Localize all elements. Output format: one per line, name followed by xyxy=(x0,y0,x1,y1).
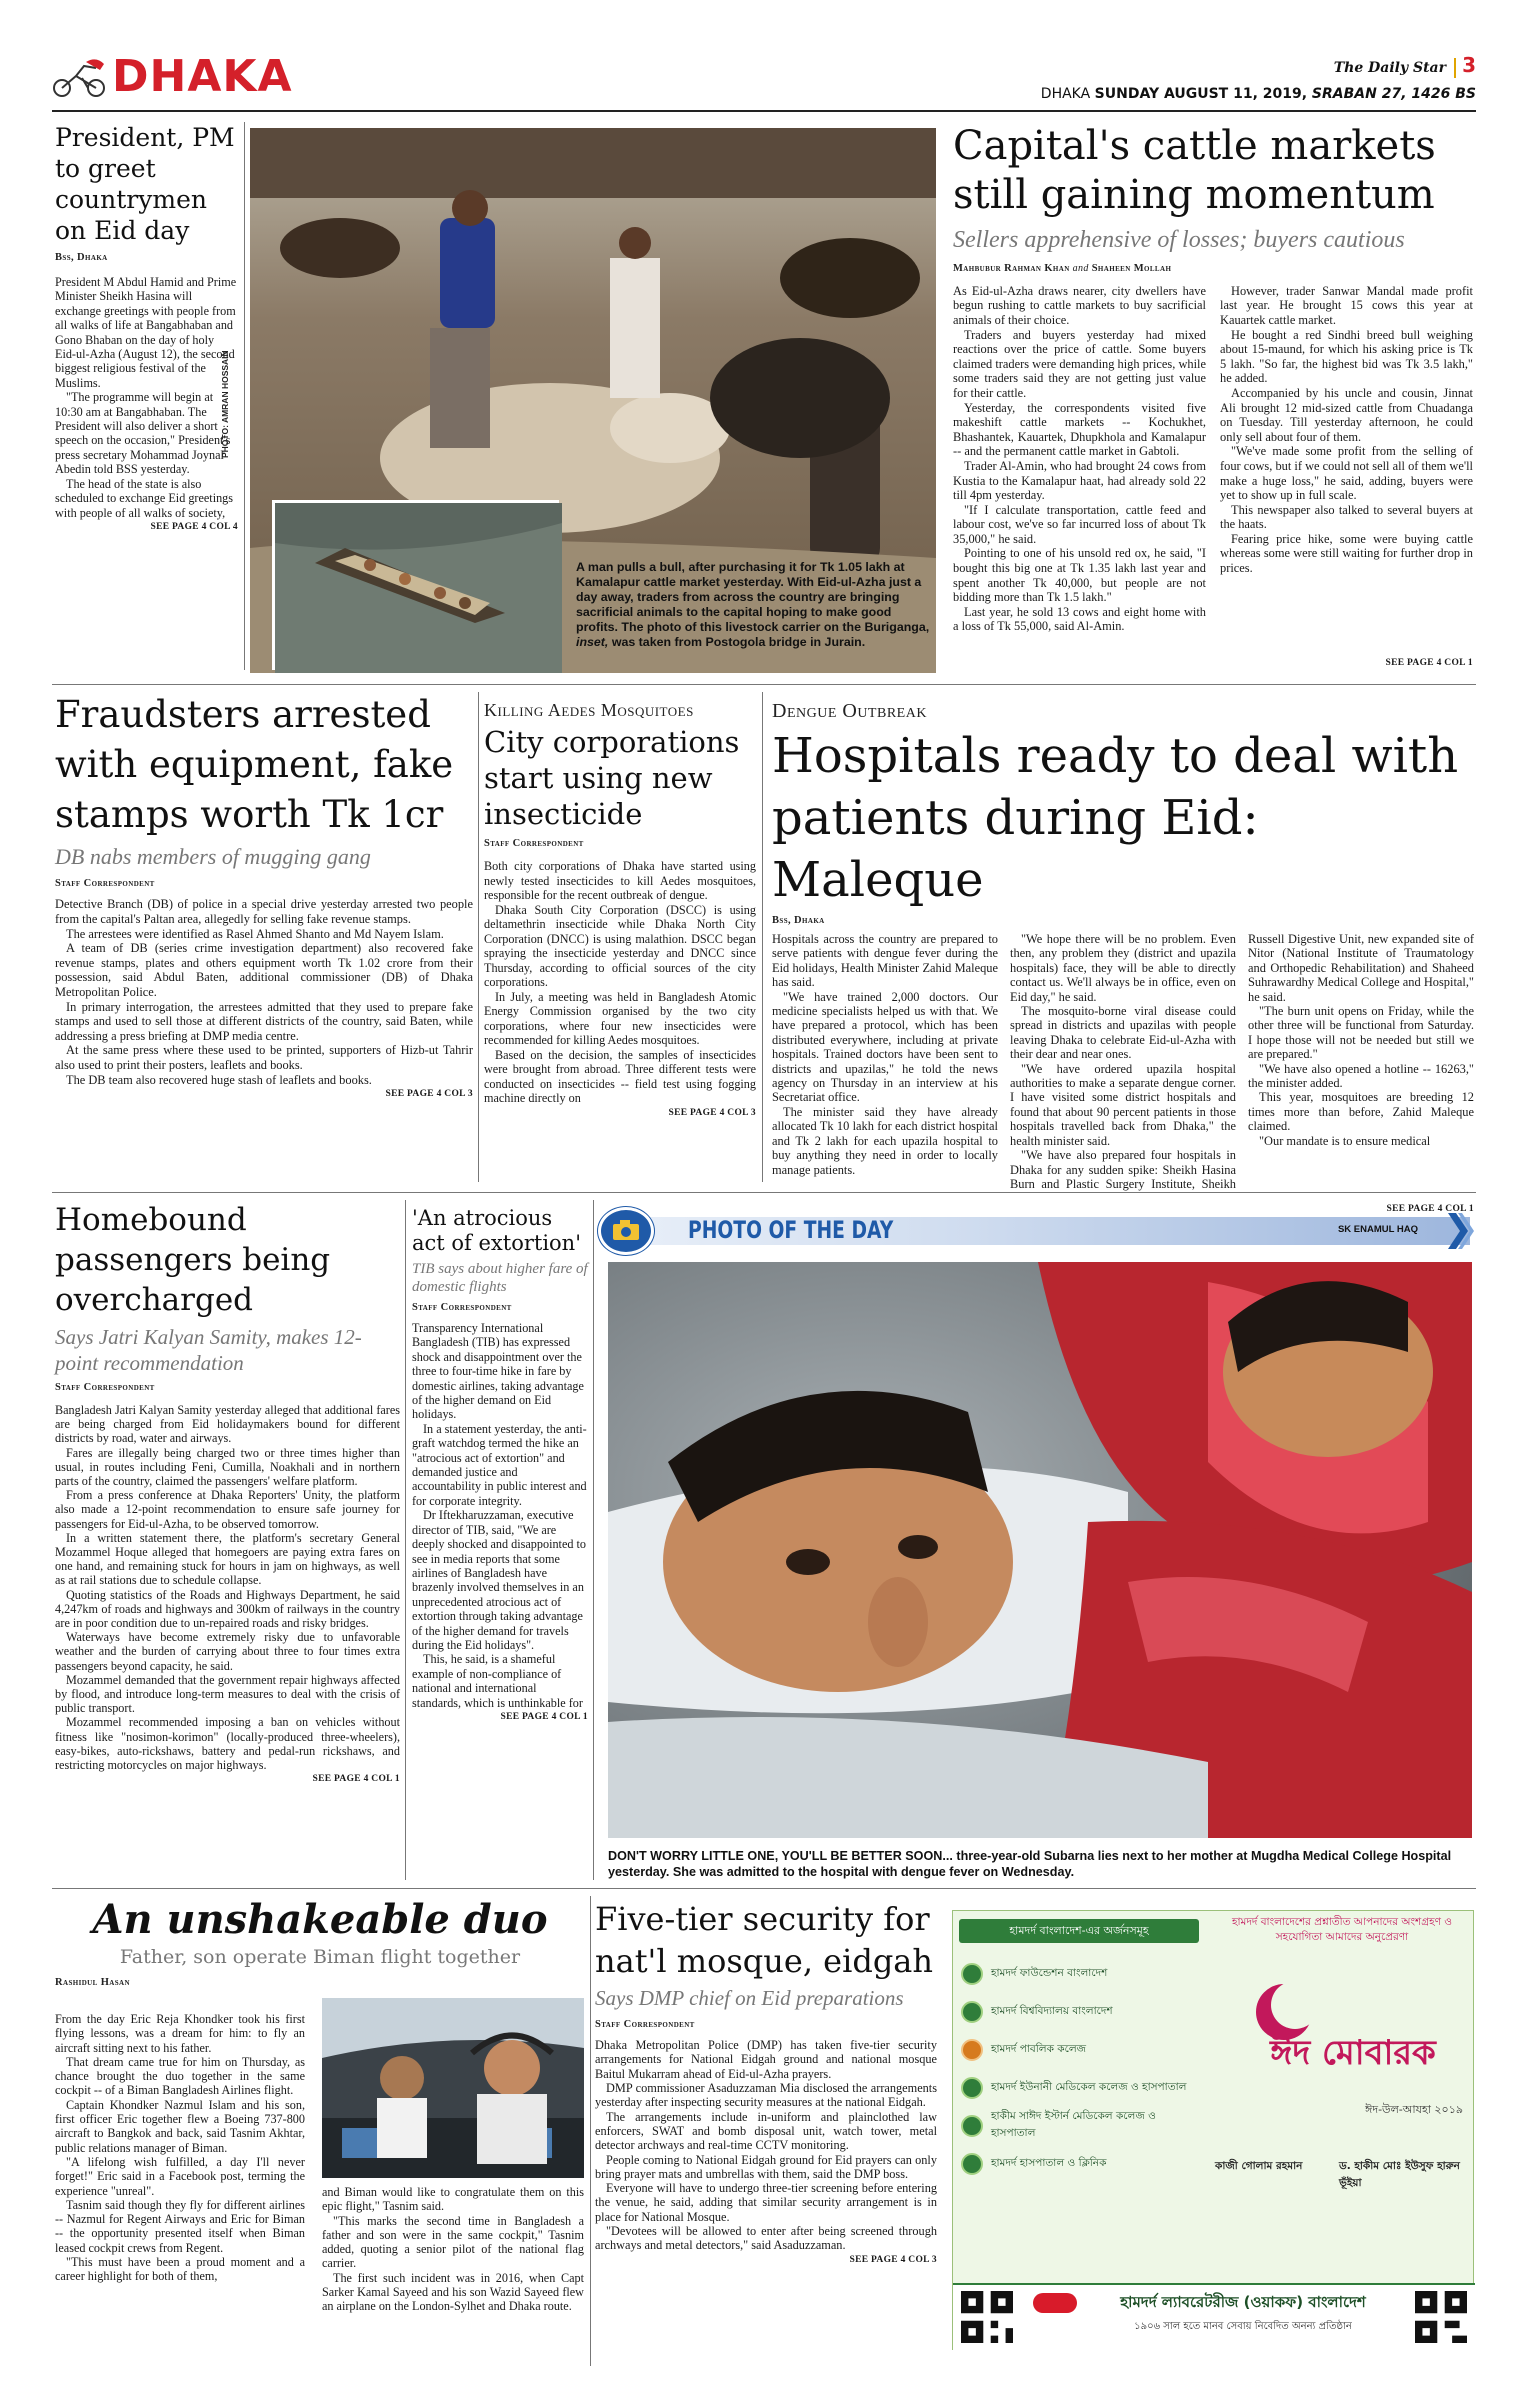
headline[interactable]: Homebound passengers being overcharged xyxy=(55,1202,331,1318)
deck: DB nabs members of mugging gang xyxy=(55,844,371,869)
masthead xyxy=(52,52,1476,108)
chevron-right-icon xyxy=(1444,1211,1474,1251)
column-rule xyxy=(405,1200,406,1880)
pilots-cockpit-photo[interactable] xyxy=(322,1998,584,2178)
paragraph: "A lifelong wish fulfilled, a day I'll never forget!" Eric said in a Facebook post, terming the experience "unreal". xyxy=(55,2154,305,2198)
ad-logo-icon xyxy=(961,1963,983,1985)
section-title: DHAKA xyxy=(112,51,293,102)
paragraph: People coming to National Eidgah ground for Eid prayers can only bring prayer mats and umbrellas with them, said the DMP boss. xyxy=(595,2152,937,2181)
headline[interactable]: City corporations start using new insecticide xyxy=(484,725,740,831)
paragraph: That dream came true for him on Thursday, as chance brought the duo together in the same cockpit -- of a Biman Bangladesh Airlines flight. xyxy=(55,2054,305,2098)
paragraph: This year, mosquitoes are breeding 12 times more than before, Zahid Maleque claimed. xyxy=(1248,1090,1474,1134)
paragraph: Transparency International Bangladesh (TIB) has expressed shock and disappointment over the three to four-time hike in fare by domestic airlines, taking advantage of the higher demand on Eid holidays. xyxy=(412,1321,584,1422)
deck: Father, son operate Biman flight together xyxy=(119,1946,521,1968)
paragraph: Dhaka South City Corporation (DSCC) is using deltamethrin insecticide while Dhaka North City Corporation (DNCC) is using malathion. DSCC began spraying the insecticide yesterday and DNCC since Thursday, according to official sources of the city corporations. xyxy=(484,902,756,989)
paragraph: From a press conference at Dhaka Reporters' Unity, the platform also made a 12-point recommendation to ensure safe journey for passengers for Eid-ul-Azha, to be observed tomorrow. xyxy=(55,1488,400,1531)
photo-of-the-day-banner xyxy=(598,1207,1474,1255)
masthead-divider xyxy=(1454,58,1456,78)
biman-story xyxy=(55,1896,585,1988)
paragraph: Mozammel recommended imposing a ban on vehicles without fitness like "nosimon-korimon" (locally-produced three-wheelers), easy-bikes, auto-rickshaws, battery and pedal-run rickshaws, and restricting motorcycles on major highways. xyxy=(55,1715,400,1773)
page-number: 3 xyxy=(1462,53,1476,77)
story-body xyxy=(55,1403,400,1772)
boat-photo-illustration xyxy=(275,503,562,673)
paragraph: In a statement yesterday, the anti-graft watchdog termed the hike an "atrocious act of extortion" and demanded justice and accountability in public interest and for corporate integrity. xyxy=(412,1421,587,1508)
ad-logo-icon xyxy=(961,2115,983,2137)
dengue-child-photo[interactable] xyxy=(608,1262,1472,1838)
ad-greeting-sub: ঈদ-উল-আযহা ২০১৯ xyxy=(1365,2103,1463,2116)
ad-logo-icon xyxy=(961,2001,983,2023)
cattle-photo-caption: A man pulls a bull, after purchasing it for Tk 1.05 lakh at Kamalapur cattle market yesterday. With Eid-ul-Azha just a day away, traders from across the country are bringing sacrificial animals to the capital hoping to make good profits. The photo of this livestock carrier on the Buriganga, inset, was taken from Postogola bridge in Jurain. xyxy=(576,560,930,649)
ad-item-list xyxy=(961,1955,1201,2183)
byline: Bss, Dhaka xyxy=(55,252,108,263)
paragraph: "We hope there will be no problem. Even then, any problem they (district and upazila hospitals) face, they will be able to directly contact us. We'll always be in office, even on Eid day," he said. xyxy=(1010,932,1236,1004)
ad-left-header: হামদর্দ বাংলাদেশ-এর অর্জনসমূহ xyxy=(959,1919,1199,1943)
ad-logo-icon xyxy=(961,2153,983,2175)
paragraph: "The burn unit opens on Friday, while the other three will be functional from Saturday. I hope those will not be needed but still we are prepared." xyxy=(1248,1004,1474,1062)
paragraph: Fares are illegally being charged two or three times higher than usual, in routes including Feni, Cumilla, Noakhali and in northern parts of the country, claimed the passengers' welfare platform. xyxy=(55,1445,400,1489)
byline: Staff Correspondent xyxy=(484,838,584,849)
column-rule xyxy=(593,1200,594,1880)
cattle-market-story xyxy=(953,122,1473,668)
deck: Says Jatri Kalyan Samity, makes 12-point recommendation xyxy=(55,1325,362,1375)
paragraph: Detective Branch (DB) of police in a special drive yesterday arrested two people from the capital's Paltan area, allegedly for selling fake revenue stamps. xyxy=(55,897,473,926)
headline[interactable]: Five-tier security for nat'l mosque, eidgah xyxy=(595,1900,933,1980)
section-rule xyxy=(52,1192,1476,1193)
ad-item: হামদর্দ বিশ্ববিদ্যালয় বাংলাদেশ xyxy=(961,1993,1201,2031)
paragraph: Pointing to one of his unsold red ox, he said, "I bought this big one at Tk 1.35 lakh last year and spent another Tk 40,000, but people are not bidding more than Tk 1.5 lakh." xyxy=(953,546,1206,605)
kicker: Killing Aedes Mosquitoes xyxy=(484,700,694,720)
ad-footer-title: হামদর্দ ল্যাবরেটরীজ (ওয়াকফ) বাংলাদেশ xyxy=(1120,2293,1366,2311)
paragraph: The arrestees were identified as Rasel Ahmed Shanto and Md Nayem Islam. xyxy=(66,926,444,941)
paragraph: A team of DB (series crime investigation department) also recovered fake revenue stamps, plates and others equipment worth Tk 1.02 crore from their possession, said Abdul Baten, additional commissioner (DB) of Dhaka Metropolitan Police. xyxy=(55,941,473,999)
ad-signer-right: ড. হাকীম মোঃ ইউসুফ হারুন ভূঁইয়া xyxy=(1339,2160,1460,2189)
byline: Mahbubur Rahman Khan and Shaheen Mollah xyxy=(953,262,1172,274)
paragraph: However, trader Sanwar Mandal made profit last year. He brought 15 cows this year at Kauartek cattle market. xyxy=(1220,283,1473,327)
paragraph: The minister said they have already allocated Tk 10 lakh for each district hospital and Tk 2 lakh for each upazila hospital to buy anything they need in order to locally manage patients. xyxy=(772,1104,998,1177)
paragraph: "This must have been a proud moment and a career highlight for both of them, xyxy=(55,2255,305,2284)
paragraph: "We have trained 2,000 doctors. Our medicine specialists helped us with that. We have prepared a protocol, which has been distributed everywhere, including at private hospitals. Trained doctors have been sent to districts and upazilas," he told the news agency on Thursday in an interview at his Secretariat office. xyxy=(772,989,998,1105)
byline: Staff Correspondent xyxy=(55,1382,155,1393)
paragraph: In primary interrogation, the arrestees admitted that they used to prepare fake stamps and used to sell those at different districts of the country, said Baten, while addressing a press briefing at DMP media centre. xyxy=(55,999,473,1043)
biman-story-body-left xyxy=(55,2012,305,2284)
newspaper-logo: The Daily Star xyxy=(1333,60,1446,76)
paragraph: Both city corporations of Dhaka have started using newly tested insecticides to kill Aedes mosquitoes, responsible for the recent outbreak of dengue. xyxy=(484,859,756,902)
biman-story-body-right xyxy=(322,2185,584,2314)
photo-credit: PHOTO: AMRAN HOSSAIN xyxy=(220,350,230,458)
story-body xyxy=(484,859,756,1106)
hamdard-advertisement[interactable] xyxy=(952,1910,1474,2350)
security-story xyxy=(595,1898,937,2265)
paragraph: Trader Al-Amin, who had brought 24 cows from Kustia to the Kamalapur haat, had already sold 22 till 4pm yesterday. xyxy=(953,458,1206,503)
camera-icon xyxy=(601,1210,651,1252)
byline: Staff Correspondent xyxy=(595,2019,695,2031)
story-body xyxy=(772,932,1474,1202)
photo-of-the-day-title: PHOTO OF THE DAY xyxy=(688,1216,894,1244)
ad-item: হামদর্দ হাসপাতাল ও ক্লিনিক xyxy=(961,2145,1201,2183)
paragraph: At the same press where these used to be printed, supporters of Hizb-ut Tahrir also used to print their posters, leaflets and books. xyxy=(55,1043,473,1072)
ad-right-header: হামদর্দ বাংলাদেশের প্রশ্নাতীত আপনাদের অংশগ্রহণ ও সহযোগিতা আমাদের অনুপ্রেরণা xyxy=(1231,1916,1453,1943)
dengue-story xyxy=(772,700,1474,1214)
paragraph: Quoting statistics of the Roads and Highways Department, he said 4,247km of roads and highways and 300km of railways in the country are in poor condition due to un-repaired roads and risky bridges. xyxy=(55,1587,400,1631)
camera-badge xyxy=(598,1207,654,1255)
ad-item: হামদর্দ পাবলিক কলেজ xyxy=(961,2031,1201,2069)
paragraph: Tasnim said though they fly for different airlines -- Nazmul for Regent Airways and Eric for Biman -- the opportunity presented itself when Biman leased cockpit crews from Regent. xyxy=(55,2197,305,2255)
ad-signer-left: কাজী গোলাম রহমান xyxy=(1215,2160,1303,2172)
paragraph: "We have also prepared four hospitals in Dhaka for any sudden spike: Sheikh Hasina Burn and Plastic Surgery Institute, Sheikh Russell Digestive Unit, new expanded site of Nitor (National Institute of Traumatology and Orthopedic Rehabilitation) and Shaheed Suhrawardhy Medical College and Hospital," he said. xyxy=(1010,932,1474,1191)
ad-footer-sub: ১৯০৬ সাল হতে মানব সেবায় নিবেদিত অনন্য প্রতিষ্ঠান xyxy=(1134,2321,1352,2332)
paragraph: From the day Eric Reja Khondker took his first flying lessons, was a dream for him: to fly an aircraft sitting next to his father. xyxy=(55,2012,305,2055)
continued-link[interactable]: SEE PAGE 4 COL 1 xyxy=(500,1711,588,1722)
paragraph: This, he said, is a shameful example of non-compliance of national and international standards, which is unthinkable for xyxy=(412,1652,583,1710)
paragraph: DMP commissioner Asaduzzaman Mia disclosed the arrangements yesterday after inspecting security measures at the national Eidgah. xyxy=(595,2081,937,2110)
paragraph: President M Abdul Hamid and Prime Minister Sheikh Hasina will exchange greetings with people from all walks of life at Bangabhaban and Gono Bhaban on the day of holy Eid-ul-Azha (August 12), the second biggest religious festival of the Muslims. xyxy=(55,275,237,390)
paragraph: "We've made some profit from the selling of four cows, but if we could not sell all of them we'll make a huge loss," he said, adding, buyers were yet to show up in full scale. xyxy=(1220,444,1473,503)
paragraph: He bought a red Sindhi breed bull weighing about 15-maund, for which his asking price is Tk 5 lakh. "So far, the highest bid was Tk 3.5 lakh," he added. xyxy=(1220,327,1473,386)
column-rule xyxy=(590,1896,591,2366)
paragraph: In a written statement there, the platform's secretary General Mozammel Hoque alleged that homegoers are paying extra fares on one hand, and remaining stuck for hours in jam on highways, as well as at rail stations due to schedule collapse. xyxy=(55,1530,400,1588)
masthead-rule xyxy=(52,110,1476,112)
section-rule xyxy=(52,1888,1476,1889)
ad-greeting: ঈদ মোবারক xyxy=(1270,2033,1436,2073)
headline[interactable]: 'An atrocious act of extortion' xyxy=(412,1206,581,1255)
dateline: DHAKA SUNDAY AUGUST 11, 2019, SRABAN 27, 1426 BS xyxy=(1040,86,1476,102)
eid-greeting-story xyxy=(55,122,238,532)
story-body xyxy=(412,1321,588,1710)
byline: Rashidul Hasan xyxy=(55,1976,130,1988)
continued-link[interactable]: SEE PAGE 4 COL 1 xyxy=(312,1774,400,1785)
headline[interactable]: Hospitals ready to deal with patients during Eid: Maleque xyxy=(772,728,1459,908)
continued-link[interactable]: SEE PAGE 4 COL 1 xyxy=(1386,1204,1474,1214)
paragraph: The arrangements include in-uniform and plainclothed law enforcers, SWAT and bomb disposal unit, watch tower, metal detector archways and real-time CCTV monitoring. xyxy=(595,2109,937,2153)
paragraph: Dhaka Metropolitan Police (DMP) has taken five-tier security arrangements for National Eidgah ground and national mosque Baitul Mukarram ahead of Eid-ul-Azha prayers. xyxy=(595,2038,937,2081)
ad-item: হামদর্দ ইউনানী মেডিকেল কলেজ ও হাসপাতাল xyxy=(961,2069,1201,2107)
deck: TIB says about higher fare of domestic flights xyxy=(412,1261,588,1295)
photo-of-the-day-caption: DON'T WORRY LITTLE ONE, YOU'LL BE BETTER SOON... three-year-old Subarna lies next to her mother at Mugdha Medical College Hospital yesterday. She was admitted to the hospital with dengue fever on Wednesday. xyxy=(608,1849,1452,1879)
ad-logo-icon xyxy=(961,2039,983,2061)
ad-logo-icon xyxy=(961,2077,983,2099)
paragraph: Bangladesh Jatri Kalyan Samity yesterday alleged that additional fares are being charged from Eid holidaymakers bound for different districts by road, water and airways. xyxy=(55,1403,400,1446)
cycle-rickshaw-logo-icon xyxy=(52,58,112,98)
paragraph: Hospitals across the country are prepared to serve patients with dengue fever during the Eid holidays, Health Minister Zahid Maleque has said. xyxy=(772,932,998,990)
story-body xyxy=(55,897,473,1087)
ad-footer-band xyxy=(953,2283,1475,2351)
child-photo-illustration xyxy=(608,1262,1472,1838)
paragraph: Dr Iftekharuzzaman, executive director of TIB, said, "We are deeply shocked and disappointed to see in media reports that some airlines of Bangladesh have brazenly involved themselves in an unprecedented atrocious act of extortion through taking advantage of the higher demand for travels during the Eid holidays". xyxy=(412,1508,586,1652)
paragraph: The mosquito-borne viral disease could spread in districts and upazilas with people leaving Dhaka to celebrate Eid-ul-Azha with their dear and near ones. xyxy=(1010,1004,1236,1062)
story-body xyxy=(953,284,1473,656)
paragraph: Based on the decision, the samples of insecticides were brought from abroad. Three different tests were conducted on insecticides -- field test using fogging machine directly on xyxy=(484,1047,756,1105)
column-rule xyxy=(244,122,245,670)
photo-credit: SK ENAMUL HAQ xyxy=(1337,1224,1418,1235)
paragraph: In July, a meeting was held in Bangladesh Atomic Energy Commission organised by the two city corporations, where four new insecticides were recommended for killing Aedes mosquitoes. xyxy=(484,989,756,1047)
qr-code-icon xyxy=(1415,2291,1467,2343)
deck: Says DMP chief on Eid preparations xyxy=(595,1986,904,2010)
paragraph: "Devotees will be allowed to enter after being screened through archways and metal detectors," said Asaduzzaman. xyxy=(595,2224,937,2253)
continued-link[interactable]: SEE PAGE 4 COL 3 xyxy=(668,1107,756,1118)
ad-item: হাকীম সাঈদ ইস্টার্ন মেডিকেল কলেজ ও হাসপাতাল xyxy=(961,2107,1201,2145)
paragraph: "The programme will begin at 10:30 am at Bangabhaban. The President will also deliver a short speech on the occasion," President's press secretary Mohammad Joynal Abedin told BSS yesterday. xyxy=(55,390,231,477)
continued-link[interactable]: SEE PAGE 4 COL 1 xyxy=(1385,657,1473,668)
continued-link[interactable]: SEE PAGE 4 COL 3 xyxy=(849,2254,937,2265)
paragraph: The head of the state is also scheduled to exchange Eid greetings with people of all walks of society, xyxy=(55,476,234,520)
continued-link[interactable]: SEE PAGE 4 COL 4 xyxy=(150,521,238,532)
byline: Bss, Dhaka xyxy=(772,915,825,926)
paragraph: As Eid-ul-Azha draws nearer, city dwellers have begun rushing to cattle markets to buy sacrificial animals of their choice. xyxy=(953,283,1206,327)
paragraph: Everyone will have to undergo three-tier screening before entering the venue, he said, adding that similar security arrangement is in place for National Mosque. xyxy=(595,2181,937,2224)
headline[interactable]: President, PM to greet countrymen on Eid day xyxy=(55,123,235,245)
section-rule xyxy=(52,684,1476,685)
story-body xyxy=(595,2038,937,2252)
headline[interactable]: Fraudsters arrested with equipment, fake stamps worth Tk 1cr xyxy=(55,693,454,836)
aedes-story xyxy=(484,700,756,1118)
headline[interactable]: Capital's cattle markets still gaining momentum xyxy=(953,123,1436,218)
paragraph: The DB team also recovered huge stash of leaflets and books. xyxy=(66,1072,372,1087)
column-rule xyxy=(762,692,763,1182)
headline[interactable]: An unshakeable duo xyxy=(92,1896,548,1943)
paragraph: Waterways have become extremely risky due to unfavorable weather and the burden of carrying about three to four times extra passengers beyond capacity, he said. xyxy=(55,1630,400,1673)
paragraph: Accompanied by his uncle and cousin, Jinnat Ali brought 12 mid-sized cattle from Chuadanga on Tuesday. Till yesterday afternoon, he could only sell about four of them. xyxy=(1220,385,1473,444)
qr-code-icon xyxy=(961,2291,1013,2343)
story-body xyxy=(55,275,238,520)
paragraph: Mozammel demanded that the government repair highways affected by flood, and introduce long-term measures to deal with the crisis of public transport. xyxy=(55,1672,400,1716)
paragraph: Fearing price hike, some were buying cattle whereas some were still waiting for further drop in prices. xyxy=(1220,531,1473,576)
kicker: Dengue Outbreak xyxy=(772,700,927,722)
paragraph: Yesterday, the correspondents visited five makeshift cattle markets -- Kochukhet, Bhashantek, Kauartek, Dhupkhola and Kamalapur -- and the permanent cattle market in Gabtoli. xyxy=(953,400,1206,459)
paragraph: "We have ordered upazila hospital authorities to make a separate dengue corner. I have visited some district hospitals and found that about 90 percent patients in those hospitals travelled back from Dhaka," the health minister said. xyxy=(1010,1061,1236,1148)
paragraph: "If I calculate transportation, cattle feed and labour cost, we've so far incurred loss of about Tk 35,000," he said. xyxy=(953,502,1206,546)
paragraph: Captain Khondker Nazmul Islam and his son, first officer Eric together flew a Boeing 737-800 aircraft to Bangkok and back, said Tasnim Akhtar, public relations manager of Biman. xyxy=(55,2097,305,2155)
byline: Staff Correspondent xyxy=(412,1302,512,1313)
paragraph: Traders and buyers yesterday had mixed reactions over the price of cattle. Some buyers claimed traders were demanding high prices, while some traders said they are not getting just value for their cattle. xyxy=(953,327,1206,400)
cockpit-photo-illustration xyxy=(322,1998,584,2178)
ad-item: হামদর্দ ফাউন্ডেশন বাংলাদেশ xyxy=(961,1955,1201,1993)
paragraph: Last year, he sold 13 cows and eight home with a loss of Tk 55,000, said Al-Amin. xyxy=(953,604,1206,634)
extortion-story xyxy=(412,1206,588,1722)
hamdard-logo-icon xyxy=(1033,2293,1077,2313)
byline: Staff Correspondent xyxy=(55,878,155,890)
homebound-story xyxy=(55,1200,400,1784)
continued-link[interactable]: SEE PAGE 4 COL 3 xyxy=(385,1089,473,1100)
paragraph: "We have also opened a hotline -- 16263," the minister added. xyxy=(1248,1061,1474,1091)
paragraph: The first such incident was in 2016, when Capt Sarker Kamal Sayeed and his son Wazid Sayeed flew an airplane on the London-Sylhet and Dhaka route. xyxy=(322,2270,584,2314)
paragraph: and Biman would like to congratulate them on this epic flight," Tasnim said. xyxy=(322,2185,584,2214)
boat-inset-photo[interactable] xyxy=(272,500,559,670)
fraud-story xyxy=(55,690,473,1099)
paragraph: This newspaper also talked to several buyers at the haats. xyxy=(1220,502,1473,532)
deck: Sellers apprehensive of losses; buyers cautious xyxy=(953,227,1405,253)
paragraph: "This marks the second time in Bangladesh a father and son were in the same cockpit," Tasnim added, quoting a senior pilot of the national flag carrier. xyxy=(322,2213,584,2271)
paragraph: "Our mandate is to ensure medical xyxy=(1259,1133,1431,1148)
column-rule xyxy=(478,692,479,1182)
